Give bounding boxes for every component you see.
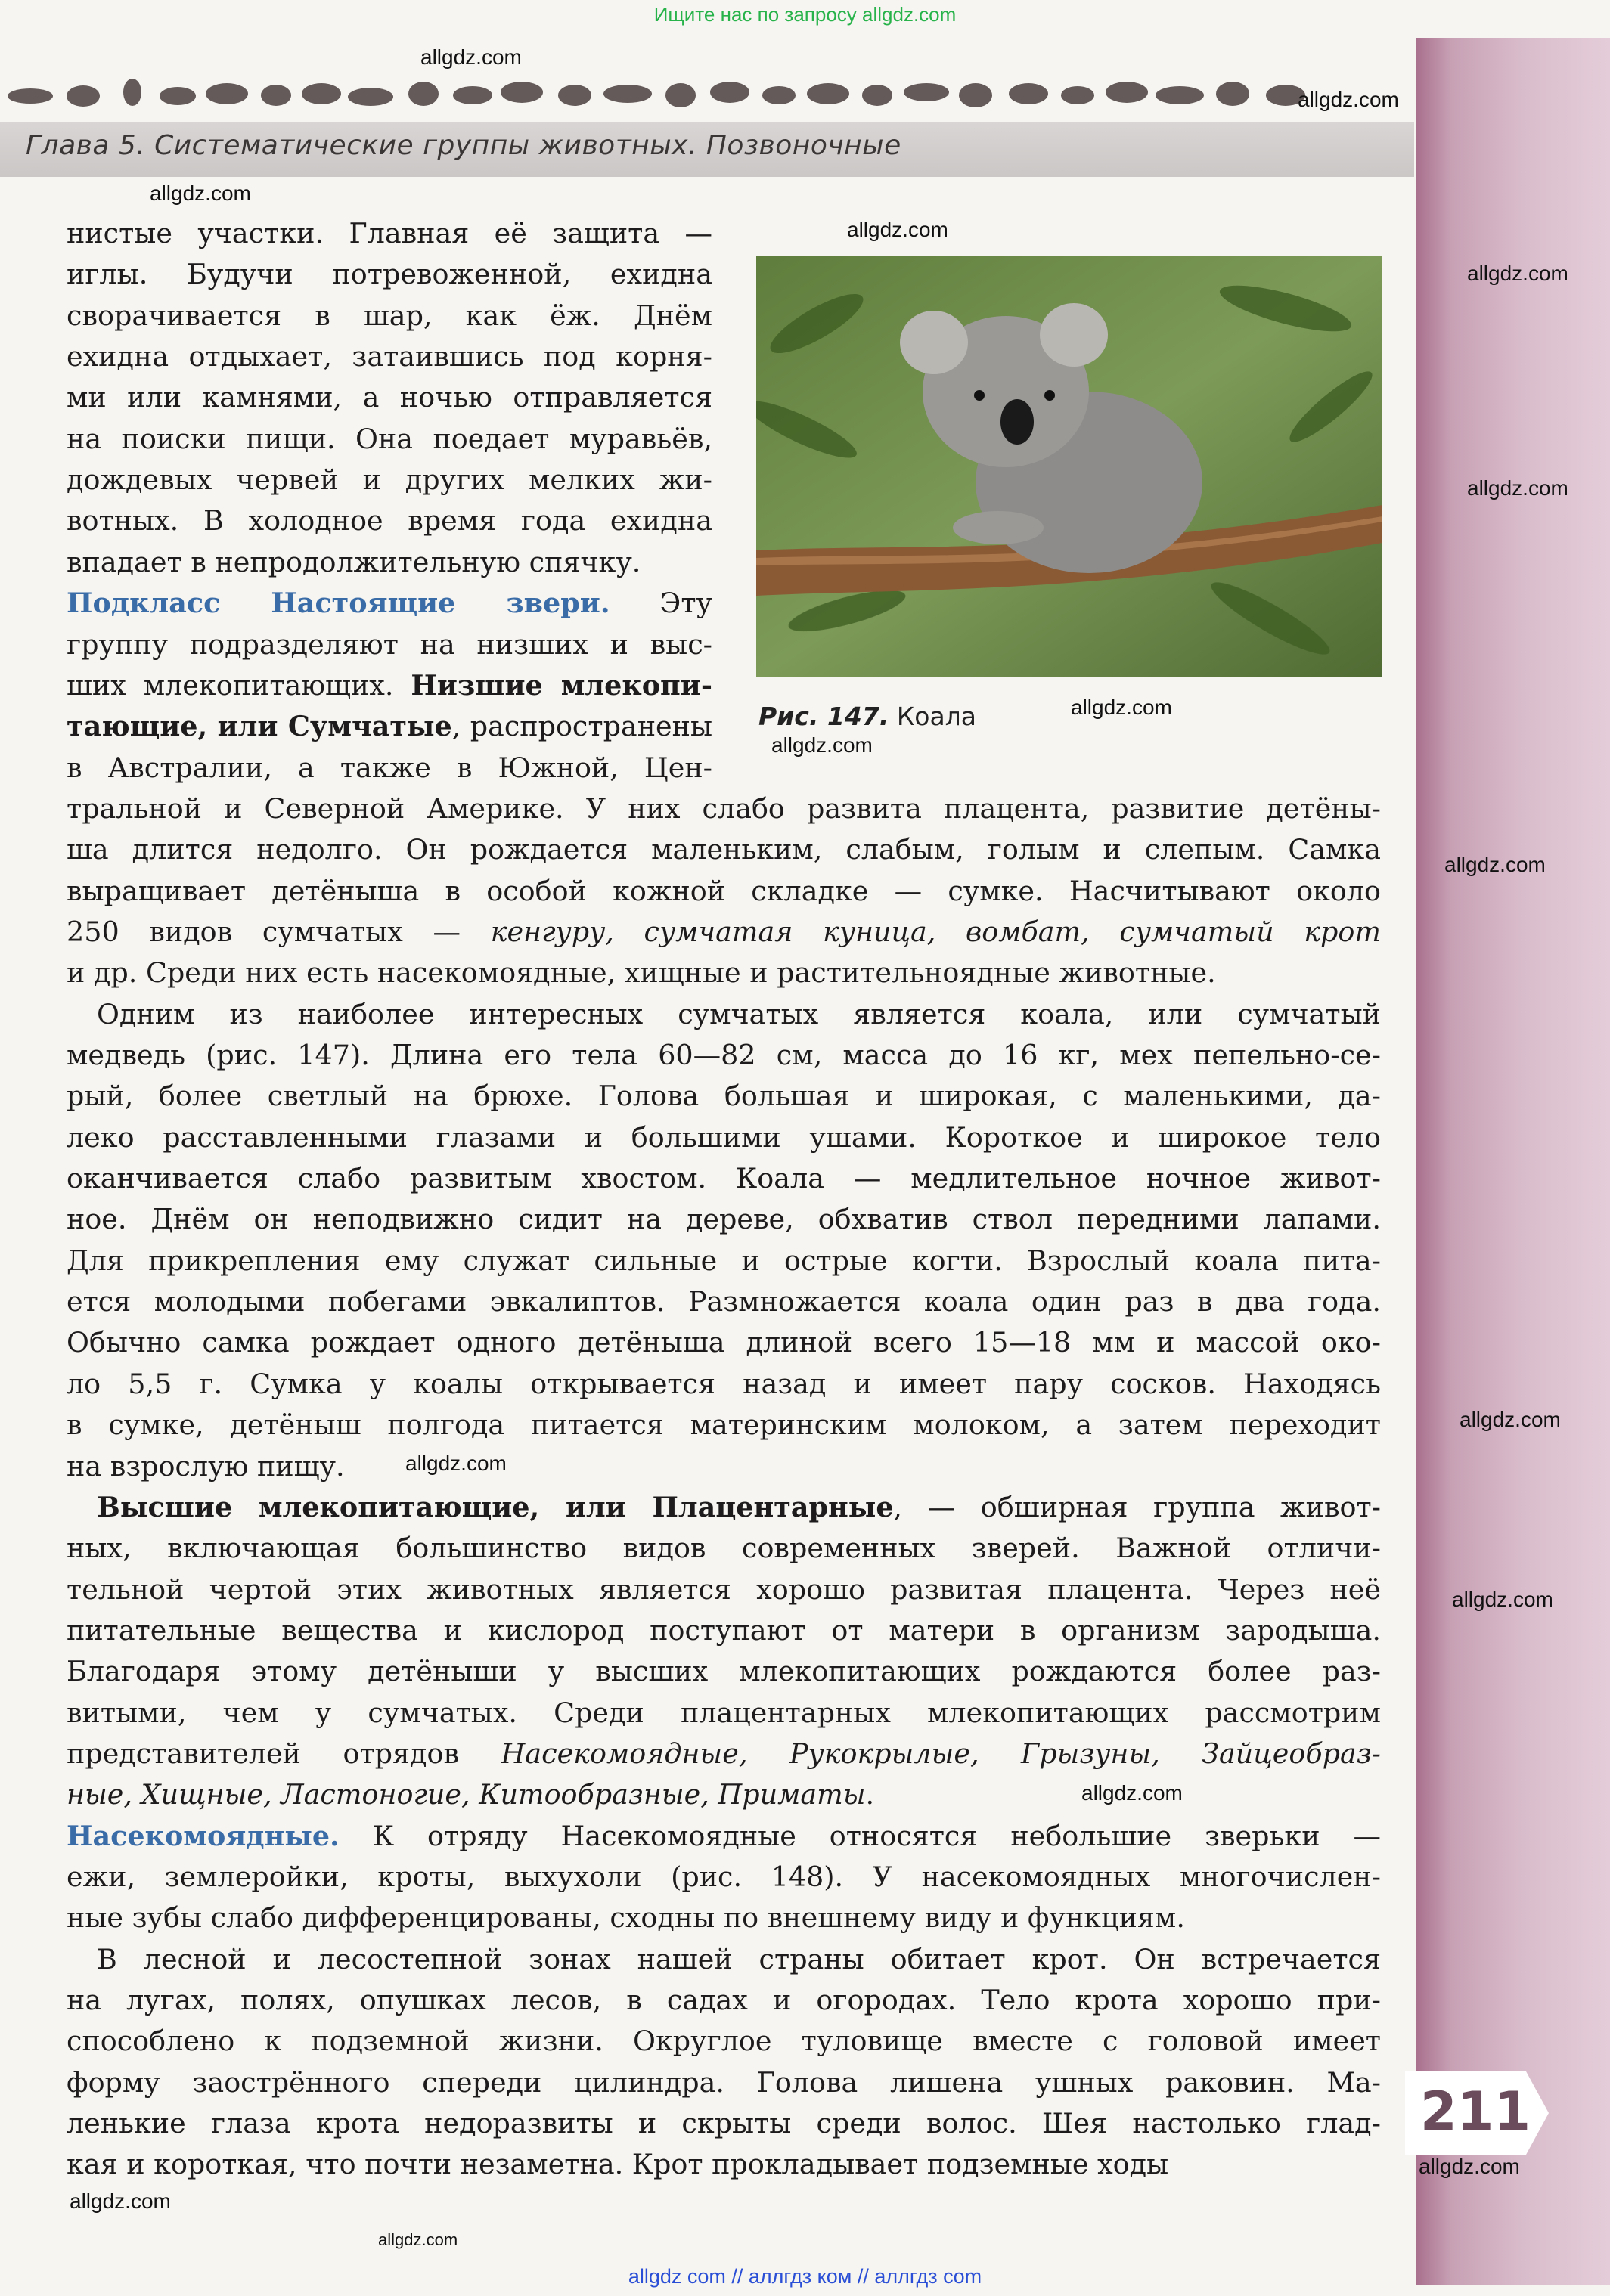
text-line: дождевых червей и других мелких жи-: [67, 463, 712, 497]
top-search-banner[interactable]: Ищите нас по запросу allgdz.com: [653, 3, 957, 26]
text-line: ми или камнями, а ночью отправляется: [67, 381, 712, 414]
text-line: [67, 1734, 1381, 1774]
text-line: ное. Днём он неподвижно сидит на дереве, обхватив ствол передними лапами.: [67, 1203, 1381, 1236]
page-number-tab: [1405, 2071, 1549, 2155]
text-line: ежи, землеройки, кроты, выхухоли (рис. 148). У насекомоядных многочислен-: [67, 1861, 1381, 1893]
figure-label: Рис. 147.: [758, 702, 889, 731]
text-span: Подкласс Настоящие звери.: [67, 587, 610, 620]
text-line: ленькие глаза крота недоразвиты и скрыты среди волос. Шея настолько глад-: [67, 2107, 1381, 2140]
watermark: allgdz.com: [771, 733, 873, 757]
watermark: allgdz.com: [1452, 1588, 1553, 1611]
text-line: Для прикрепления ему служат сильные и острые когти. Взрослый коала пита-: [67, 1244, 1381, 1277]
watermark: allgdz.com: [1419, 2155, 1520, 2178]
text-line: оканчивается слабо развитым хвостом. Коала — медлительное ночное живот-: [67, 1162, 1381, 1195]
text-line: медведь (рис. 147). Длина его тела 60—82 см, масса до 16 кг, мех пепельно-се-: [67, 1039, 1381, 1071]
text-line: рый, более светлый на брюхе. Голова большая и широкая, с маленькими, да-: [67, 1080, 1381, 1113]
text-line: иглы. Будучи потревоженной, ехидна: [67, 258, 712, 291]
watermark: allgdz.com: [1467, 262, 1568, 285]
text-line: питательные вещества и кислород поступают от матери в организм зародыша.: [67, 1613, 1381, 1647]
text-span: представителей отрядов: [67, 1737, 501, 1770]
text-line: ных, включающая большинство видов современных зверей. Важной отличи-: [67, 1532, 1381, 1565]
text-line: Обычно самка рождает одного детёныша длиной всего 15—18 мм и массой око-: [67, 1326, 1381, 1359]
figure-title: Коала: [896, 702, 976, 731]
text-line: [67, 912, 1381, 953]
text-span: , распространены: [451, 710, 712, 743]
text-line: [67, 1816, 1381, 1857]
watermark: allgdz.com: [1298, 88, 1399, 111]
watermark: allgdz.com: [1467, 476, 1568, 500]
running-head: [0, 122, 1414, 177]
text-line: на поиски пищи. Она поедает муравьёв,: [67, 422, 712, 455]
watermark: allgdz.com: [847, 218, 948, 241]
text-span: Насекомоядные.: [67, 1819, 340, 1852]
watermark: allgdz.com: [1444, 853, 1546, 876]
watermark: allgdz.com: [70, 2189, 171, 2213]
watermark: allgdz.com: [378, 2230, 458, 2249]
text-line: ло 5,5 г. Сумка у коалы открывается назад и имеет пару сосков. Находясь: [67, 1367, 1381, 1400]
text-span: К отряду Насекомоядные относятся небольшие зверьки —: [339, 1819, 1381, 1852]
text-line: [67, 706, 712, 747]
text-line: в сумке, детёныш полгода питается материнским молоком, а затем переходит: [67, 1408, 1381, 1442]
watermark: allgdz.com: [1071, 696, 1172, 719]
text-span: Высшие млекопитающие, или Плацентарные: [97, 1490, 894, 1523]
text-line: ша длится недолго. Он рождается маленьким, слабым, голым и слепым. Самка: [67, 833, 1381, 866]
watermark: allgdz.com: [150, 181, 251, 205]
figure-caption: [758, 702, 976, 731]
text-span: тающие, или Сумчатые: [67, 710, 452, 743]
text-line: способлено к подземной жизни. Округлое туловище вместе с головой имеет: [67, 2025, 1381, 2058]
text-line: Одним из наиболее интересных сумчатых является коала, или сумчатый: [97, 997, 1381, 1030]
koala-photo: [756, 256, 1382, 677]
text-line: В лесной и лесостепной зонах нашей страны обитает крот. Он встречается: [97, 1942, 1381, 1975]
text-line: ные зубы слабо дифференцированы, сходны по внешнему виду и функциям.: [67, 1901, 1185, 1935]
text-line: вотных. В холодное время года ехидна: [67, 504, 712, 538]
watermark: allgdz.com: [1460, 1408, 1561, 1431]
watermark: allgdz.com: [405, 1452, 507, 1475]
text-span: ные, Хищные, Ластоногие, Китообразные, Приматы: [67, 1778, 866, 1811]
text-line: нистые участки. Главная её защита —: [67, 217, 712, 249]
text-span: кенгуру, сумчатая куница, вомбат, сумчатый крот: [490, 915, 1381, 948]
text-line: леко расставленными глазами и большими ушами. Короткое и широкое тело: [67, 1120, 1381, 1154]
text-line: Благодаря этому детёныши у высших млекопитающих рождаются более раз-: [67, 1655, 1381, 1688]
text-line: на взрослую пищу.: [67, 1449, 345, 1483]
text-line: на лугах, полях, опушках лесов, в садах и огородах. Тело крота хорошо при-: [67, 1984, 1381, 2017]
text-line: витыми, чем у сумчатых. Среди плацентарных млекопитающих рассмотрим: [67, 1696, 1381, 1729]
text-line: и др. Среди них есть насекомоядные, хищные и растительноядные животные.: [67, 956, 1216, 990]
bottom-links[interactable]: allgdz com // аллгдз ком // аллгдз com: [628, 2265, 982, 2288]
text-line: группу подразделяют на низших и выс-: [67, 627, 712, 661]
text-line: [67, 583, 712, 624]
text-span: , — обширная группа живот-: [893, 1490, 1381, 1523]
text-line: [67, 665, 712, 706]
text-span: Низшие млекопи-: [411, 668, 712, 702]
text-line: выращивает детёныша в особой кожной складке — сумке. Насчитывают около: [67, 874, 1381, 907]
animal-silhouettes-decoration: [0, 70, 1414, 122]
text-line: впадает в непродолжительную спячку.: [67, 545, 641, 578]
watermark: allgdz.com: [420, 45, 522, 69]
text-line: ехидна отдыхает, затаившись под корня-: [67, 340, 712, 373]
chapter-title: Глава 5. Систематические группы животных. Позвоночные: [26, 130, 901, 161]
text-span: Насекомоядные, Рукокрылые, Грызуны, Зайцеобраз-: [501, 1737, 1381, 1770]
text-span: 250 видов сумчатых —: [67, 915, 491, 948]
text-span: Эту: [610, 587, 712, 620]
text-span: ших млекопитающих.: [67, 668, 411, 702]
text-line: тельной чертой этих животных является хорошо развитая плацента. Через неё: [67, 1572, 1381, 1606]
text-line: [67, 1774, 1381, 1815]
page-number: 211: [1420, 2081, 1531, 2143]
text-line: форму заострённого спереди цилиндра. Голова лишена ушных раковин. Ма-: [67, 2065, 1381, 2099]
text-span: .: [865, 1778, 875, 1811]
text-line: [97, 1487, 1381, 1528]
text-line: тральной и Северной Америке. У них слабо развита плацента, развитие детёны-: [67, 792, 1381, 825]
text-line: кая и короткая, что почти незаметна. Крот прокладывает подземные ходы: [67, 2148, 1169, 2181]
text-line: в Австралии, а также в Южной, Цен-: [67, 751, 712, 784]
text-line: ется молодыми побегами эвкалиптов. Размножается коала один раз в два года.: [67, 1285, 1381, 1318]
page-margin-band: [1416, 38, 1610, 2285]
text-line: сворачивается в шар, как ёж. Днём: [67, 299, 712, 332]
watermark: allgdz.com: [1081, 1781, 1183, 1805]
